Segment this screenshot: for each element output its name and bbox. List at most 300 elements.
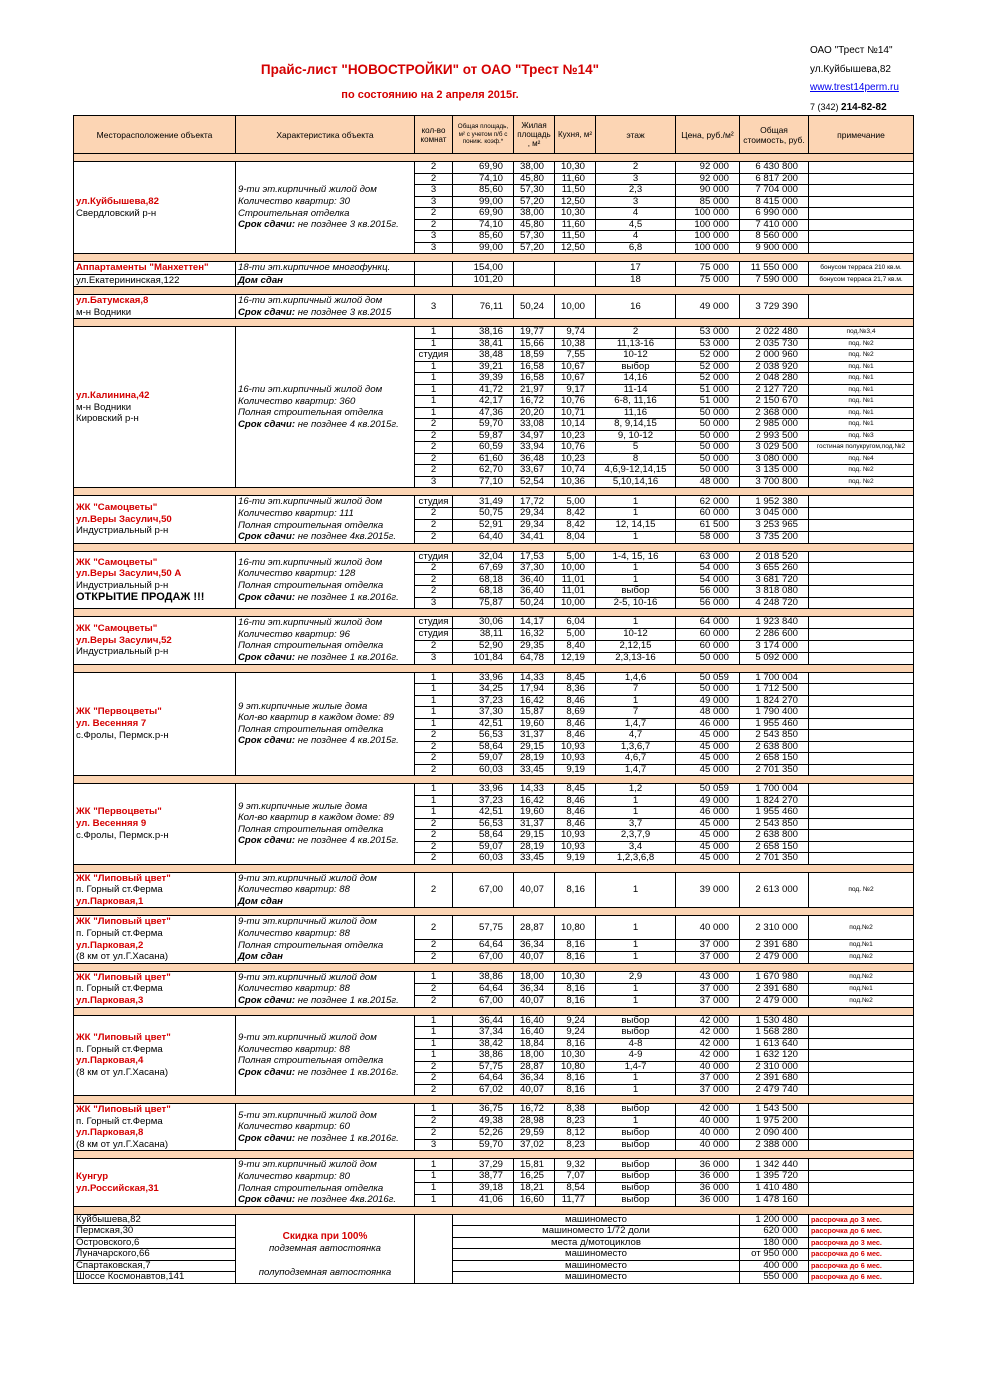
loc-line: ул.Парковая,1 <box>76 895 144 907</box>
table-row <box>74 1015 914 1027</box>
cell-total-price: 2 658 150 <box>740 753 809 765</box>
cell-kitchen: 11,77 <box>555 1194 596 1206</box>
cell-kitchen: 10,71 <box>555 407 596 419</box>
cell-living-area: 29,35 <box>514 640 555 652</box>
desc-line: Полная строительная отделка <box>238 1055 384 1067</box>
parking-spacer <box>238 1219 412 1231</box>
cell-floor: 1 <box>596 916 676 940</box>
cell-total-area: 85,60 <box>453 231 514 243</box>
cell-total-price: 2 018 520 <box>740 551 809 563</box>
cell-kitchen: 8,45 <box>555 784 596 796</box>
desc-line: Полная строительная отделка <box>238 823 384 835</box>
separator-row <box>74 776 914 784</box>
cell-total-price: 1 824 270 <box>740 695 809 707</box>
cell-kitchen: 10,00 <box>555 597 596 609</box>
cell-total-price: 1 342 440 <box>740 1159 809 1171</box>
desc-line: 16-ти эт.кирпичный жилой дом <box>238 496 383 508</box>
cell-floor: 1 <box>596 1073 676 1085</box>
cell-floor: 2,3,7,9 <box>596 830 676 842</box>
location-cell <box>74 1015 236 1096</box>
cell-total-area: 38,77 <box>453 1171 514 1183</box>
cell-total-area: 64,64 <box>453 1073 514 1085</box>
location-cell <box>74 162 236 254</box>
separator-row <box>74 1151 914 1159</box>
cell-living-area: 14,33 <box>514 672 555 684</box>
cell-rooms: 2 <box>415 563 453 575</box>
cell-rooms: 2 <box>415 430 453 442</box>
cell-total-price: 1 952 380 <box>740 496 809 508</box>
cell-living-area: 15,81 <box>514 1159 555 1171</box>
table-row <box>74 162 914 174</box>
cell-floor: 1,3,6,7 <box>596 741 676 753</box>
cell-note: бонусом терраса 21,7 кв.м. <box>809 274 914 287</box>
cell-living-area: 18,84 <box>514 1038 555 1050</box>
cell-kitchen: 10,67 <box>555 373 596 385</box>
cell-living-area: 64,78 <box>514 652 555 664</box>
cell-note <box>809 1171 914 1183</box>
location-cell <box>74 295 236 319</box>
cell-living-area: 33,67 <box>514 465 555 477</box>
cell-floor: 7 <box>596 684 676 696</box>
cell-floor: 11,16 <box>596 407 676 419</box>
cell-living-area: 28,87 <box>514 1061 555 1073</box>
parking-type: машиноместо <box>453 1249 740 1261</box>
cell-note <box>809 1104 914 1116</box>
cell-price: 85 000 <box>676 196 740 208</box>
cell-total-area: 38,41 <box>453 338 514 350</box>
cell-total-area: 38,16 <box>453 327 514 339</box>
cell-note <box>809 520 914 532</box>
cell-price: 50 000 <box>676 430 740 442</box>
cell-kitchen: 8,04 <box>555 531 596 543</box>
cell-kitchen: 10,23 <box>555 453 596 465</box>
parking-price: 1 200 000 <box>740 1214 809 1226</box>
cell-kitchen: 10,80 <box>555 1061 596 1073</box>
cell-total-price: 8 560 000 <box>740 231 809 243</box>
description-bold-label: Дом сдан <box>238 274 283 286</box>
cell-rooms: 1 <box>415 1194 453 1206</box>
cell-total-area: 74,10 <box>453 173 514 185</box>
desc-line <box>238 735 412 747</box>
separator-row <box>74 864 914 872</box>
cell-price: 50 059 <box>676 784 740 796</box>
cell-kitchen: 8,38 <box>555 1104 596 1116</box>
cell-note <box>809 551 914 563</box>
cell-rooms: 2 <box>415 1061 453 1073</box>
company-info <box>810 42 899 117</box>
location-line: ул.Екатерининская,122 <box>76 274 180 286</box>
cell-living-area: 36,34 <box>514 940 555 952</box>
cell-total-area: 64,64 <box>453 983 514 995</box>
cell-floor: 1 <box>596 531 676 543</box>
location-cell <box>74 274 236 287</box>
cell-kitchen: 10,00 <box>555 295 596 319</box>
cell-total-price: 3 700 800 <box>740 476 809 488</box>
parking-row <box>74 1226 914 1238</box>
parking-discount-title: Скидка при 100% <box>282 1230 368 1242</box>
desc-line: Строительная отделка <box>238 207 350 219</box>
cell-kitchen: 12,19 <box>555 652 596 664</box>
cell-rooms: 1 <box>415 1038 453 1050</box>
table-row <box>74 784 914 796</box>
loc-line: ЖК "Липовый цвет" <box>76 971 171 983</box>
cell-living-area: 40,07 <box>514 995 555 1007</box>
table-body <box>74 154 914 1284</box>
cell-total-price: 6 430 800 <box>740 162 809 174</box>
cell-note <box>809 652 914 664</box>
cell-note: под. №1 <box>809 419 914 431</box>
cell-price: 36 000 <box>676 1194 740 1206</box>
description-cell <box>236 327 415 488</box>
loc-line: ул.Российская,31 <box>76 1182 159 1194</box>
cell-living-area: 40,07 <box>514 872 555 908</box>
cell-total-area: 37,29 <box>453 1159 514 1171</box>
cell-rooms: 2 <box>415 741 453 753</box>
cell-rooms: 1 <box>415 1171 453 1183</box>
cell-total-price: 2 038 920 <box>740 361 809 373</box>
desc-line: 5-ти эт.кирпичный жилой дом <box>238 1109 377 1121</box>
loc-line: с.Фролы, Пермск.р-н <box>76 829 169 841</box>
cell-living-area <box>514 262 555 275</box>
cell-kitchen: 12,50 <box>555 242 596 254</box>
desc-line-rest: не позднее 1 кв.2016г. <box>295 591 399 603</box>
separator-cell <box>74 1096 914 1104</box>
separator-cell <box>74 319 914 327</box>
cell-note: под. №1 <box>809 407 914 419</box>
desc-bold-label: Дом сдан <box>238 951 283 963</box>
cell-total-price: 2 701 350 <box>740 853 809 865</box>
cell-total-price: 1 700 004 <box>740 784 809 796</box>
loc-line: ЖК "Липовый цвет" <box>76 1032 171 1044</box>
cell-kitchen: 8,16 <box>555 1073 596 1085</box>
cell-price: 45 000 <box>676 764 740 776</box>
cell-total-area: 101,20 <box>453 274 514 287</box>
cell-total-area: 38,86 <box>453 1050 514 1062</box>
cell-note <box>809 185 914 197</box>
cell-note <box>809 841 914 853</box>
cell-total-area: 59,70 <box>453 419 514 431</box>
desc-bold-label: Срок сдачи: <box>238 418 296 430</box>
cell-total-price: 1 923 840 <box>740 617 809 629</box>
cell-total-price: 1 955 460 <box>740 807 809 819</box>
cell-total-price: 3 029 500 <box>740 442 809 454</box>
loc-line: Кунгур <box>76 1171 109 1183</box>
parking-row <box>74 1260 914 1272</box>
loc-line: ул.Веры Засулич,50 <box>76 513 172 525</box>
parking-price: 180 000 <box>740 1237 809 1249</box>
cell-total-area: 67,00 <box>453 995 514 1007</box>
cell-rooms: 3 <box>415 1139 453 1151</box>
cell-living-area: 16,58 <box>514 361 555 373</box>
desc-line: 16-ти эт.кирпичный жилой дом <box>238 617 383 629</box>
cell-total-price: 1 824 270 <box>740 795 809 807</box>
cell-living-area: 16,58 <box>514 373 555 385</box>
cell-note: под.№2 <box>809 951 914 963</box>
desc-bold-label: Срок сдачи: <box>238 835 296 847</box>
desc-line: Количество квартир: 88 <box>238 1043 350 1055</box>
desc-line: 9-ти эт.кирпичный жилой дом <box>238 916 377 928</box>
cell-floor: выбор <box>596 361 676 373</box>
cell-rooms: 1 <box>415 1050 453 1062</box>
loc-line: п. Горный ст.Ферма <box>76 928 163 939</box>
cell-living-area: 28,19 <box>514 841 555 853</box>
cell-note: под.№2 <box>809 971 914 983</box>
cell-total-area: 67,69 <box>453 563 514 575</box>
cell-price: 48 000 <box>676 707 740 719</box>
cell-total-area: 33,96 <box>453 784 514 796</box>
cell-price: 45 000 <box>676 741 740 753</box>
cell-living-area: 31,37 <box>514 818 555 830</box>
loc-line: ул.Калинина,42 <box>76 389 150 401</box>
cell-kitchen <box>555 262 596 275</box>
cell-rooms: 1 <box>415 784 453 796</box>
cell-rooms: 2 <box>415 208 453 220</box>
cell-price: 64 000 <box>676 617 740 629</box>
separator-cell <box>74 609 914 617</box>
cell-floor: 4,6,7 <box>596 753 676 765</box>
cell-total-area: 57,75 <box>453 1061 514 1073</box>
cell-price: 92 000 <box>676 162 740 174</box>
col-note-header: примечание <box>809 116 914 154</box>
desc-bold-label: Срок сдачи: <box>238 652 296 664</box>
location-line: Аппартаменты "Манхеттен" <box>76 262 209 273</box>
cell-kitchen: 8,45 <box>555 672 596 684</box>
cell-total-area: 39,21 <box>453 361 514 373</box>
cell-floor: выбор <box>596 1194 676 1206</box>
cell-total-price: 1 478 160 <box>740 1194 809 1206</box>
cell-total-area: 77,10 <box>453 476 514 488</box>
table-row <box>74 971 914 983</box>
cell-kitchen: 10,14 <box>555 419 596 431</box>
description-cell <box>236 617 415 664</box>
cell-price: 42 000 <box>676 1050 740 1062</box>
cell-note <box>809 586 914 598</box>
cell-rooms: 3 <box>415 242 453 254</box>
cell-living-area: 29,34 <box>514 508 555 520</box>
parking-spacer <box>238 1255 412 1267</box>
cell-living-area: 16,72 <box>514 396 555 408</box>
cell-rooms: 1 <box>415 1104 453 1116</box>
cell-price: 46 000 <box>676 718 740 730</box>
cell-kitchen: 8,69 <box>555 707 596 719</box>
cell-total-area: 30,06 <box>453 617 514 629</box>
cell-living-area: 36,40 <box>514 574 555 586</box>
cell-rooms: 3 <box>415 231 453 243</box>
cell-rooms: 2 <box>415 995 453 1007</box>
cell-living-area: 16,42 <box>514 695 555 707</box>
cell-floor: 2-5, 10-16 <box>596 597 676 609</box>
cell-note <box>809 1061 914 1073</box>
description-cell <box>236 672 415 776</box>
loc-line: ЖК "Первоцветы" <box>76 806 162 818</box>
separator-cell <box>74 864 914 872</box>
loc-line: ЖК "Липовый цвет" <box>76 916 171 928</box>
cell-floor: 1 <box>596 1115 676 1127</box>
cell-price: 40 000 <box>676 1127 740 1139</box>
cell-total-price: 2 286 600 <box>740 629 809 641</box>
cell-rooms: 1 <box>415 338 453 350</box>
cell-living-area: 16,42 <box>514 795 555 807</box>
cell-total-area: 37,23 <box>453 795 514 807</box>
loc-line: ЖК "Самоцветы" <box>76 623 158 635</box>
cell-kitchen: 10,30 <box>555 162 596 174</box>
cell-rooms: 2 <box>415 574 453 586</box>
col-location-header: Месторасположение объекта <box>74 116 236 154</box>
desc-line-rest: не позднее 3 кв.2015 <box>295 306 392 318</box>
cell-floor: 1,2 <box>596 784 676 796</box>
desc-line-rest: не позднее 4 кв.2015г. <box>295 735 399 747</box>
cell-floor: 2 <box>596 162 676 174</box>
cell-price: 50 000 <box>676 465 740 477</box>
cell-total-area: 50,75 <box>453 508 514 520</box>
cell-total-area: 37,23 <box>453 695 514 707</box>
cell-kitchen: 9,19 <box>555 764 596 776</box>
parking-discount-line: подземная автостоянка <box>268 1242 381 1254</box>
cell-rooms: 3 <box>415 185 453 197</box>
cell-kitchen: 10,93 <box>555 741 596 753</box>
cell-rooms: 1 <box>415 684 453 696</box>
cell-note <box>809 807 914 819</box>
cell-price: 36 000 <box>676 1183 740 1195</box>
cell-living-area: 28,19 <box>514 753 555 765</box>
cell-kitchen: 8,46 <box>555 730 596 742</box>
cell-note <box>809 196 914 208</box>
desc-line: Полная строительная отделка <box>238 407 384 419</box>
cell-total-price: 2 658 150 <box>740 841 809 853</box>
cell-total-area: 34,25 <box>453 684 514 696</box>
cell-kitchen: 10,23 <box>555 430 596 442</box>
loc-line: Индустриальный р-н <box>76 525 169 537</box>
separator-row <box>74 908 914 916</box>
cell-kitchen: 10,74 <box>555 465 596 477</box>
location-cell <box>74 672 236 776</box>
parking-address: Пермская,30 <box>74 1226 236 1238</box>
cell-total-price: 2 993 500 <box>740 430 809 442</box>
cell-total-area: 67,02 <box>453 1084 514 1096</box>
cell-floor: 1 <box>596 983 676 995</box>
cell-total-price: 2 048 280 <box>740 373 809 385</box>
cell-note: под.№1 <box>809 983 914 995</box>
cell-note <box>809 1038 914 1050</box>
cell-floor: 1 <box>596 496 676 508</box>
cell-living-area: 18,59 <box>514 350 555 362</box>
company-site-link[interactable]: www.trest14perm.ru <box>810 82 899 93</box>
cell-total-area: 60,03 <box>453 853 514 865</box>
page-title: Прайс-лист "НОВОСТРОЙКИ" от ОАО "Трест №14" <box>260 62 600 77</box>
cell-rooms: 1 <box>415 807 453 819</box>
cell-total-area: 56,53 <box>453 818 514 830</box>
cell-total-area: 42,51 <box>453 718 514 730</box>
table-row <box>74 327 914 339</box>
cell-total-area: 69,90 <box>453 208 514 220</box>
desc-line-rest: не позднее 4 кв.2015г. <box>295 835 399 847</box>
cell-kitchen: 10,93 <box>555 753 596 765</box>
cell-total-area: 38,11 <box>453 629 514 641</box>
cell-note <box>809 684 914 696</box>
cell-kitchen: 10,80 <box>555 916 596 940</box>
cell-note <box>809 853 914 865</box>
cell-note: гостиная полукругом,под.№2 <box>809 442 914 454</box>
cell-price: 50 000 <box>676 442 740 454</box>
desc-line: Количество квартир: 96 <box>238 628 350 640</box>
cell-note: под.№2 <box>809 995 914 1007</box>
cell-total-price: 1 568 280 <box>740 1027 809 1039</box>
separator-cell <box>74 543 914 551</box>
cell-living-area: 29,15 <box>514 741 555 753</box>
cell-total-area: 37,34 <box>453 1027 514 1039</box>
cell-note <box>809 1073 914 1085</box>
cell-floor: 1,4,6 <box>596 672 676 684</box>
cell-floor: 6-8, 11,16 <box>596 396 676 408</box>
cell-living-area: 28,87 <box>514 916 555 940</box>
cell-living-area: 45,80 <box>514 173 555 185</box>
cell-note <box>809 574 914 586</box>
cell-price: 100 000 <box>676 219 740 231</box>
cell-total-area: 61,60 <box>453 453 514 465</box>
loc-line: (8 км от ул.Г.Хасана) <box>76 951 169 963</box>
cell-note <box>809 640 914 652</box>
cell-kitchen: 8,16 <box>555 983 596 995</box>
cell-living-area: 16,32 <box>514 629 555 641</box>
cell-floor: 8 <box>596 453 676 465</box>
cell-floor: 11-14 <box>596 384 676 396</box>
cell-note <box>809 295 914 319</box>
phone-number: 214-82-82 <box>841 101 887 113</box>
separator-row <box>74 1007 914 1015</box>
cell-living-area: 19,77 <box>514 327 555 339</box>
parking-price: 620 000 <box>740 1226 809 1238</box>
cell-floor: выбор <box>596 1183 676 1195</box>
cell-note <box>809 707 914 719</box>
cell-rooms: 2 <box>415 841 453 853</box>
cell-total-price: 1 410 480 <box>740 1183 809 1195</box>
cell-total-area: 56,53 <box>453 730 514 742</box>
desc-line: Количество квартир: 111 <box>238 507 354 519</box>
cell-rooms: 1 <box>415 971 453 983</box>
desc-line-rest: не позднее 1 кв.2015г. <box>295 994 399 1006</box>
cell-rooms <box>415 262 453 275</box>
cell-total-area: 42,17 <box>453 396 514 408</box>
cell-rooms: 3 <box>415 196 453 208</box>
desc-bold-label: Срок сдачи: <box>238 1133 296 1145</box>
cell-total-area: 59,87 <box>453 430 514 442</box>
parking-type: машиноместо 1/72 доли <box>453 1226 740 1238</box>
cell-rooms: 1 <box>415 1159 453 1171</box>
cell-total-price: 6 817 200 <box>740 173 809 185</box>
cell-floor: выбор <box>596 1171 676 1183</box>
cell-rooms: 1 <box>415 718 453 730</box>
cell-total-area: 52,90 <box>453 640 514 652</box>
cell-price: 37 000 <box>676 1073 740 1085</box>
cell-total-price: 9 900 000 <box>740 242 809 254</box>
cell-living-area: 19,60 <box>514 807 555 819</box>
cell-total-price: 3 655 260 <box>740 563 809 575</box>
cell-note <box>809 818 914 830</box>
desc-line: 9-ти эт.кирпичный жилой дом <box>238 1159 377 1171</box>
cell-rooms: 3 <box>415 295 453 319</box>
cell-kitchen: 9,24 <box>555 1015 596 1027</box>
cell-rooms: 2 <box>415 508 453 520</box>
separator-cell <box>74 154 914 162</box>
separator-row <box>74 1096 914 1104</box>
cell-rooms: студия <box>415 350 453 362</box>
cell-floor: 2,3,13-16 <box>596 652 676 664</box>
description-cell <box>236 1104 415 1151</box>
description-cell <box>236 551 415 609</box>
cell-price: 75 000 <box>676 274 740 287</box>
loc-line: ЖК "Липовый цвет" <box>76 1104 171 1116</box>
desc-line-rest: не позднее 4 кв.2015г. <box>295 418 399 430</box>
